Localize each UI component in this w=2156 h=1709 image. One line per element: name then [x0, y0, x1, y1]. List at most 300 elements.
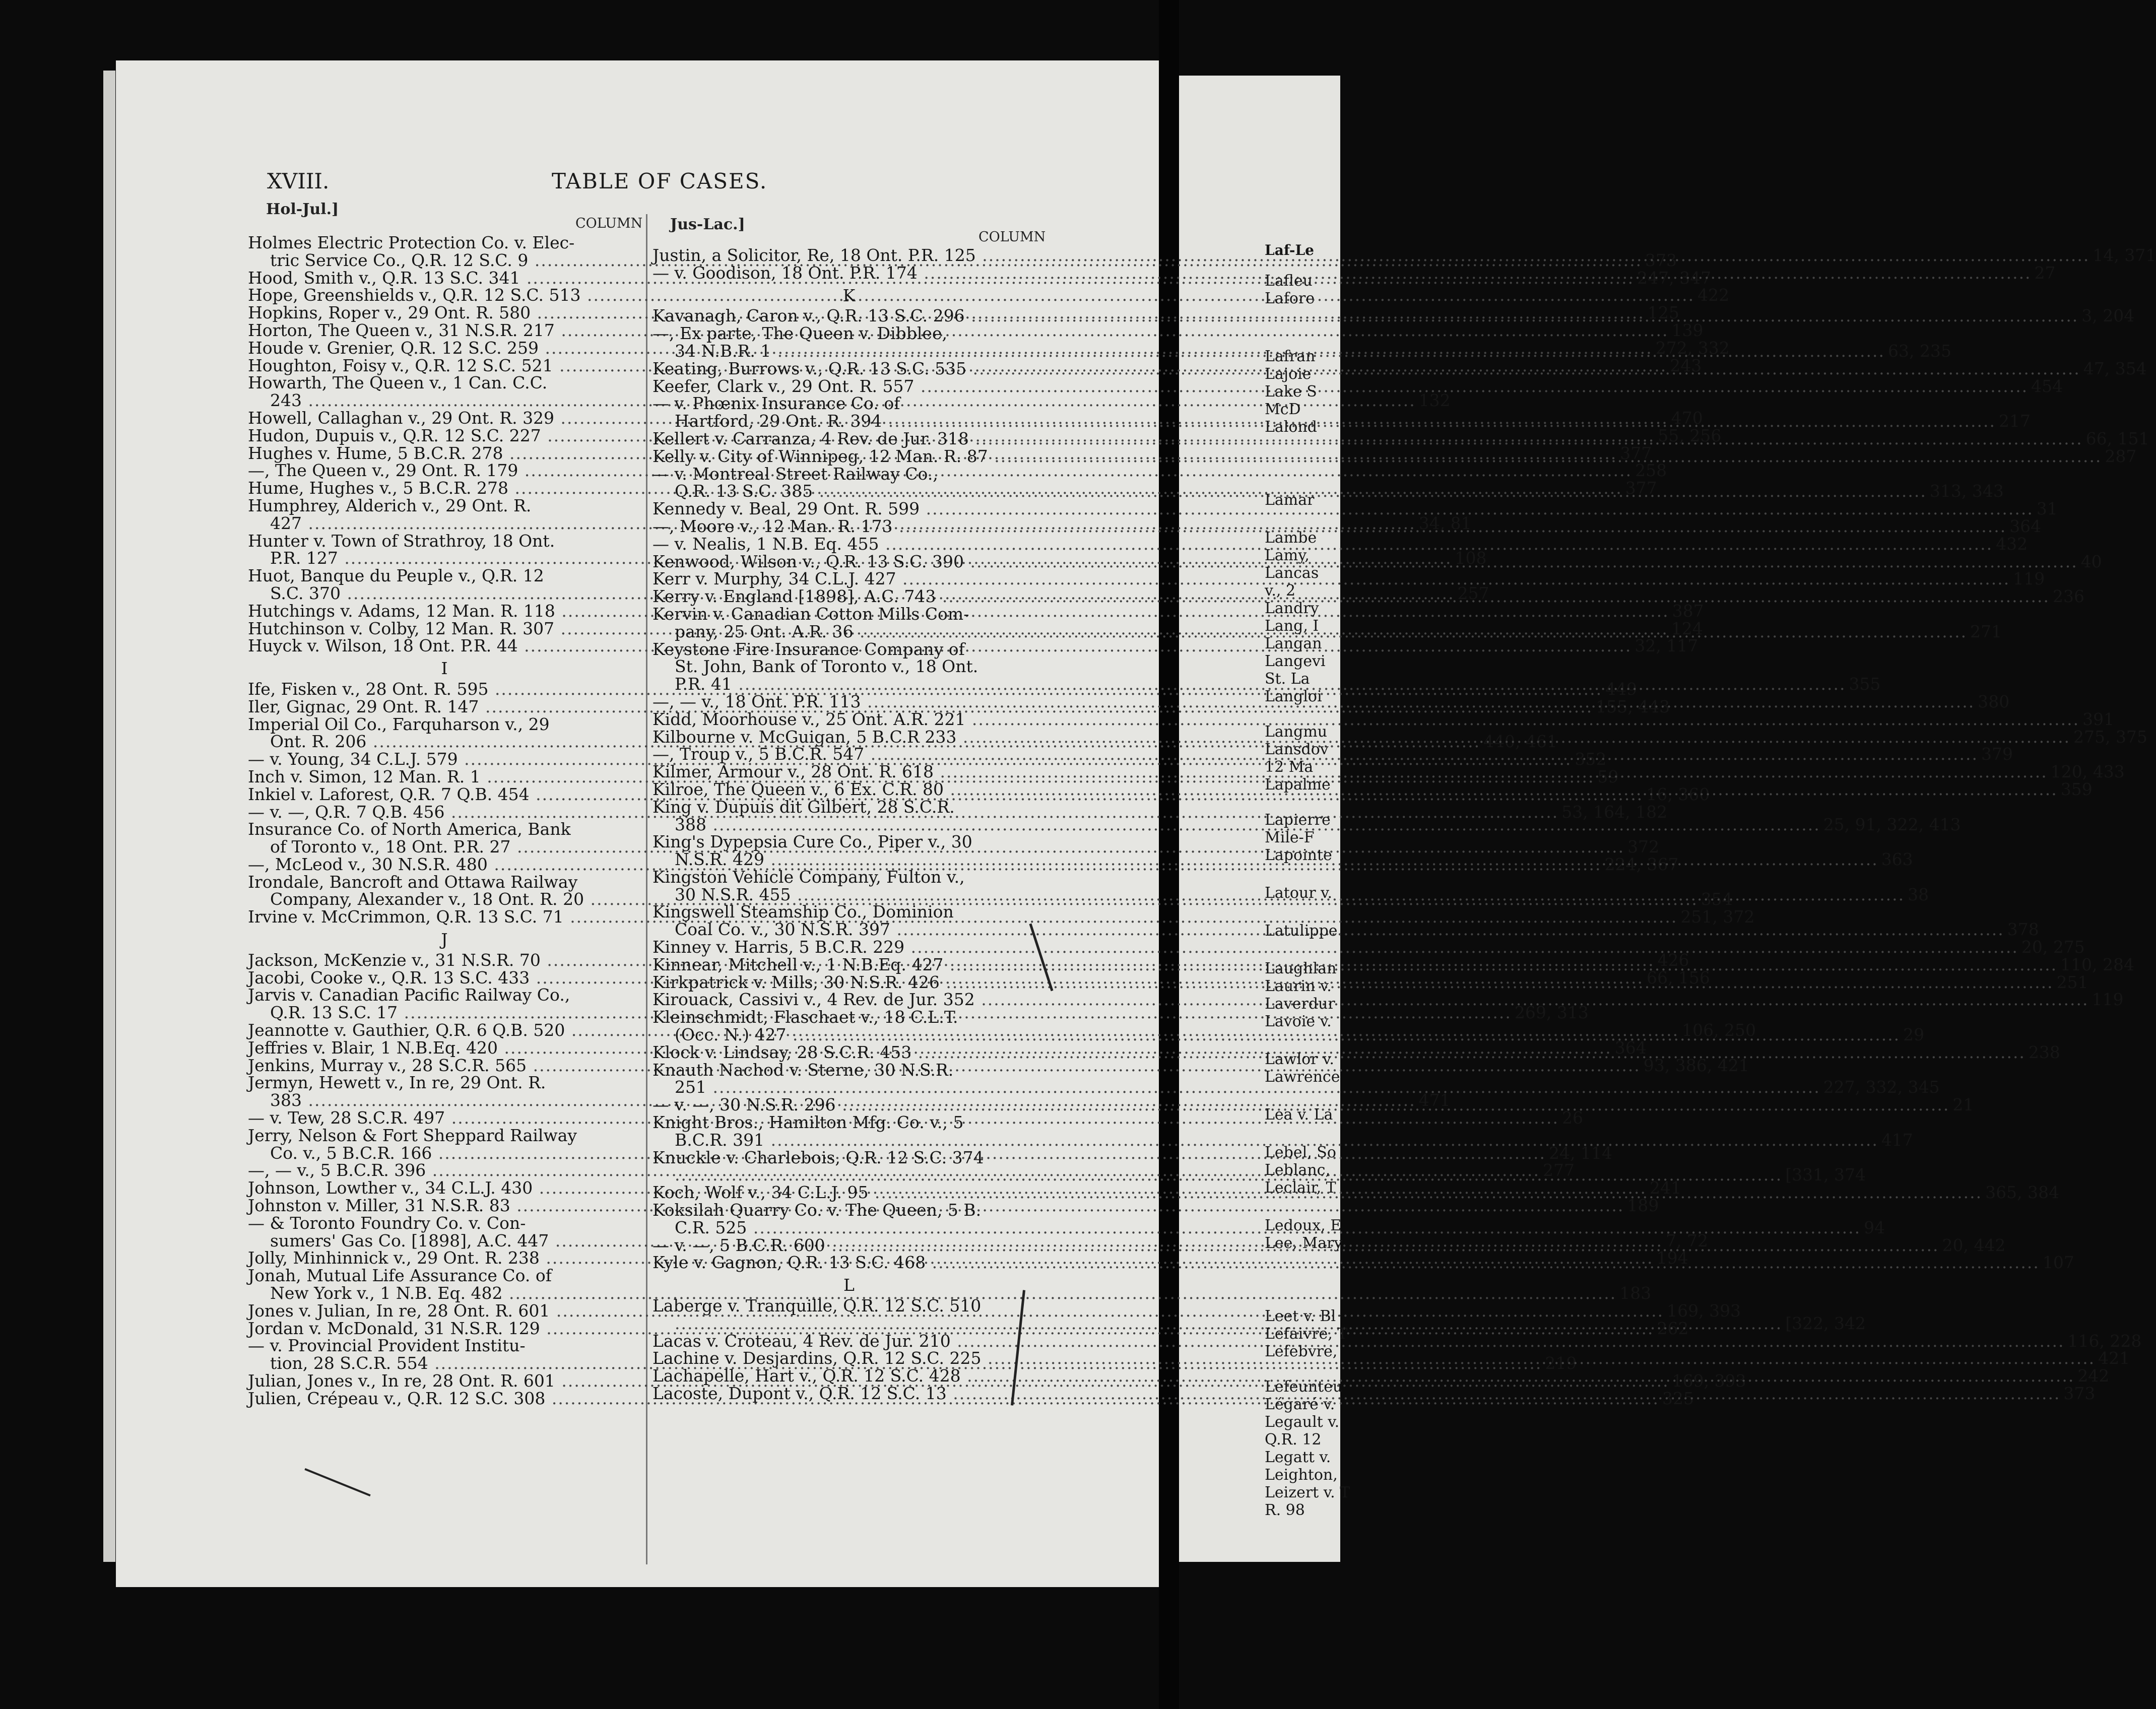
- case-text: 243 .....: [270, 392, 1416, 410]
- column-reference: 364: [1614, 1037, 1647, 1058]
- case-text: Humphrey, Alderich v., 29 Ont. R.: [248, 495, 532, 515]
- case-text: Q.R. 13 S.C. 385 .....: [675, 483, 1927, 500]
- case-text: Inch v. Simon, 12 Man. R. 1 .....: [248, 768, 1594, 786]
- case-text: — v. Tew, 28 S.C.R. 497 .....: [248, 1109, 1559, 1127]
- next-page-fragment: Laurin v.: [1265, 977, 1332, 995]
- case-entry: [652, 869, 1046, 886]
- case-entry: [248, 374, 641, 392]
- next-page-fragment: Leblanc,: [1265, 1161, 1331, 1179]
- case-entry: [248, 1215, 641, 1232]
- next-page-fragment: Lavoie v.: [1265, 1013, 1332, 1030]
- page-title: TABLE OF CASES.: [552, 169, 768, 193]
- page-edge: [103, 71, 115, 1562]
- next-page-fragment: Lee, Mary: [1265, 1234, 1343, 1252]
- case-text: Jonah, Mutual Life Assurance Co. of: [248, 1266, 552, 1286]
- case-text: Lachapelle, Hart v., Q.R. 12 S.C. 428 .....: [652, 1367, 2074, 1385]
- case-text: Jeffries v. Blair, 1 N.B.Eq. 420 .....: [248, 1039, 1612, 1057]
- column-reference: 66, 151: [2085, 428, 2149, 448]
- right-range-label: Jus-Lac.]: [670, 216, 745, 233]
- column-reference: 59: [1597, 766, 1619, 786]
- next-page-fragment: Mile-F: [1265, 829, 1315, 846]
- case-text: Julien, Crépeau v., Q.R. 12 S.C. 308 .....: [248, 1390, 1659, 1408]
- column-reference: 31: [2036, 499, 2058, 519]
- case-text: Jones v. Julian, In re, 28 Ont. R. 601 .....: [248, 1302, 1664, 1320]
- case-text: Hudon, Dupuis v., Q.R. 12 S.C. 227 .....: [248, 427, 1655, 445]
- next-page-fragment: Langevi: [1265, 652, 1326, 670]
- column-reference: 124: [1671, 618, 1703, 638]
- case-text: Kilmer, Armour v., 28 Ont. R. 618 .....: [652, 763, 2048, 781]
- case-text: Kenwood, Wilson v., Q.R. 13 S.C. 390 .....: [652, 553, 2078, 571]
- next-page-fragment: Lalond: [1265, 418, 1317, 436]
- column-reference: 359: [2060, 779, 2093, 799]
- column-reference: [638, 1127, 641, 1145]
- case-text: — v. —, 5 B.C.R. 600 .....: [652, 1237, 1939, 1255]
- next-page-fragment: Q.R. 12: [1265, 1431, 1322, 1449]
- case-text: Kinnear, Mitchell v., 1 N.B.Eq. 427 .....: [652, 956, 2057, 974]
- case-text: Irondale, Bancroft and Ottawa Railway: [248, 872, 578, 892]
- right-column-label: COLUMN: [978, 229, 1046, 245]
- case-text: Kirouack, Cassivi v., 4 Rev. de Jur. 352 .....: [652, 991, 2088, 1009]
- column-reference: [1042, 1202, 1046, 1219]
- column-reference: [638, 533, 641, 550]
- column-reference: 47, 354: [2083, 358, 2147, 378]
- case-text: [675, 1315, 1782, 1333]
- column-reference: 26: [1561, 1108, 1583, 1128]
- case-text: Kidd, Moorhouse v., 25 Ont. A.R. 221 .....: [652, 711, 2079, 729]
- case-entry: [652, 606, 1046, 623]
- section-letter: I: [441, 659, 448, 679]
- case-text: Horton, The Queen v., 31 N.S.R. 217 .....: [248, 322, 1669, 340]
- section-letter: L: [843, 1275, 855, 1295]
- case-text: Jerry, Nelson & Fort Sheppard Railway: [248, 1125, 577, 1145]
- case-text: P.R. 41 .....: [675, 676, 1846, 693]
- case-text: — v. —, 30 N.S.R. 296 .....: [652, 1096, 1949, 1114]
- column-reference: 24, 114: [1549, 1143, 1612, 1163]
- column-reference: 169, 393: [1672, 1371, 1746, 1391]
- case-entry: [652, 1297, 1046, 1315]
- case-text: — v. Provincial Provident Institu-: [248, 1336, 526, 1356]
- next-page-fragment: Lefebvre,: [1265, 1343, 1338, 1360]
- next-page-header: Laf-Le: [1265, 242, 1314, 258]
- case-text: —, Ex parte, The Queen v. Dibblee,: [652, 323, 947, 344]
- case-entry: [652, 1130, 1913, 1150]
- column-reference: [638, 1337, 641, 1355]
- column-reference: 25, 91, 322, 413: [1823, 814, 1961, 834]
- case-text: —, The Queen v., 29 Ont. R. 179 .....: [248, 462, 1632, 480]
- case-text: Co. v., 5 B.C.R. 166 .....: [270, 1145, 1546, 1162]
- case-text: —, — v., 18 Ont. P.R. 113 .....: [652, 693, 1975, 711]
- column-reference: 313, 343: [1929, 481, 2004, 501]
- case-text: Jolly, Minhinnick v., 29 Ont. R. 238 .....: [248, 1250, 1654, 1267]
- next-page-fragment: R. 98: [1265, 1501, 1305, 1519]
- case-text: 30 N.S.R. 455 .....: [675, 886, 1905, 904]
- column-reference: [638, 987, 641, 1004]
- case-entry: [652, 1114, 1046, 1132]
- next-page-fragment: Lake S: [1265, 383, 1317, 401]
- column-reference: 194: [1656, 1248, 1688, 1268]
- column-reference: [1042, 1149, 1046, 1167]
- column-reference: [1042, 395, 1046, 413]
- column-reference: 169, 393: [1667, 1300, 1741, 1321]
- column-reference: 7, 72: [1666, 1230, 1708, 1251]
- column-reference: 20, 275: [2021, 937, 2085, 957]
- case-text: [675, 1166, 1782, 1184]
- left-range-label: Hol-Jul.]: [266, 201, 339, 218]
- case-entry: [652, 658, 1046, 676]
- case-text: Knauth Nachod v. Sterne, 30 N.S.R.: [652, 1060, 954, 1080]
- case-text: Iler, Gignac, 29 Ont. R. 147 .....: [248, 698, 1593, 716]
- column-reference: 454: [2031, 376, 2063, 396]
- column-reference: 32, 117: [1635, 636, 1698, 656]
- case-text: Inkiel v. Laforest, Q.R. 7 Q.B. 454 .....: [248, 786, 1643, 804]
- column-reference: 449: [1605, 679, 1638, 699]
- next-page-fragment: Landry: [1265, 600, 1319, 617]
- column-reference: 426: [1657, 950, 1689, 970]
- column-reference: [638, 567, 641, 585]
- column-reference: 365, 384: [1985, 1182, 2060, 1203]
- column-reference: 391: [2082, 709, 2115, 729]
- next-page-fragment: Lea v. La: [1265, 1106, 1333, 1124]
- column-reference: 108: [1455, 548, 1487, 568]
- case-entry: [248, 497, 641, 515]
- case-text: Houde v. Grenier, Q.R. 12 S.C. 259 .....: [248, 340, 1653, 357]
- case-text: 251 .....: [675, 1079, 1820, 1096]
- next-page-fragment: Lamar: [1265, 491, 1315, 509]
- next-page-fragment: Lebel, So: [1265, 1144, 1336, 1161]
- column-reference: [638, 234, 641, 252]
- column-reference: [638, 497, 641, 515]
- column-reference: [638, 1267, 641, 1285]
- column-reference: 238: [2028, 1042, 2060, 1062]
- case-entry: [248, 1283, 1652, 1303]
- column-reference: 352: [1575, 749, 1607, 769]
- column-reference: 107: [2042, 1253, 2074, 1273]
- case-text: Laberge v. Tranquille, Q.R. 12 S.C. 510: [652, 1296, 982, 1316]
- next-page-fragment: Légaré v.: [1265, 1396, 1335, 1413]
- case-entry: [248, 533, 641, 550]
- column-reference: 40: [2080, 551, 2102, 571]
- case-text: — v. Young, 34 C.L.J. 579 .....: [248, 751, 1572, 768]
- next-page-fragment: Leclair, T: [1265, 1179, 1336, 1197]
- case-text: Jeannotte v. Gauthier, Q.R. 6 Q.B. 520 .....: [248, 1022, 1679, 1039]
- column-reference: 432: [1996, 534, 2028, 554]
- case-text: Kilbourne v. McGuigan, 5 B.C.R 233 .....: [652, 729, 2070, 746]
- column-reference: 241: [1649, 1178, 1681, 1198]
- column-reference: 155, 443: [1596, 696, 1670, 716]
- next-page-fragment: Leet v. Bl: [1265, 1307, 1336, 1325]
- column-reference: 53, 164, 182: [1561, 802, 1668, 822]
- case-text: Keating, Burrows v., Q.R. 13 S.C. 535 .....: [652, 360, 2080, 378]
- column-reference: [638, 1215, 641, 1232]
- column-reference: 364: [2009, 516, 2042, 536]
- case-text: Keystone Fire Insurance Company of: [652, 639, 965, 659]
- case-entry: [652, 903, 1046, 921]
- case-text: Hutchinson v. Colby, 12 Man. R. 307 .....: [248, 620, 1668, 638]
- column-reference: 373: [1645, 250, 1677, 270]
- column-reference: 440, 461: [1483, 732, 1558, 752]
- column-reference: 116, 228: [2067, 1331, 2142, 1351]
- column-reference: 257: [1457, 583, 1489, 603]
- column-reference: 251: [2056, 972, 2088, 992]
- column-reference: 421: [2098, 1348, 2130, 1368]
- next-page-fragment: Lapierre: [1265, 811, 1331, 829]
- next-page-fragment: Lefeunteu: [1265, 1378, 1343, 1396]
- column-reference: 119: [2092, 990, 2124, 1010]
- column-reference: [1042, 1114, 1046, 1132]
- column-reference: 16, 360: [1646, 784, 1710, 804]
- case-entry: [652, 709, 2115, 729]
- column-reference: [1042, 466, 1046, 483]
- column-reference: 106, 250: [1682, 1020, 1756, 1040]
- case-text: Knuckle v. Charlebois, Q.R. 12 S.C. 374: [652, 1147, 984, 1167]
- case-entry: [652, 833, 1046, 851]
- case-entry: [652, 466, 1046, 483]
- case-entry: [248, 567, 641, 585]
- column-reference: [322, 342: [1785, 1313, 1866, 1333]
- next-page-fragment: Lapalme: [1265, 776, 1331, 794]
- case-text: Kilroe, The Queen v., 6 Ex. C.R. 80 .....: [652, 781, 2058, 799]
- case-text: Hutchings v. Adams, 12 Man. R. 118 .....: [248, 603, 1669, 620]
- case-text: New York v., 1 N.B. Eq. 482 .....: [270, 1285, 1616, 1302]
- column-reference: 224, 367: [1604, 854, 1679, 874]
- next-page-fragment: Lambe: [1265, 529, 1317, 547]
- case-text: Company, Alexander v., 18 Ont. R. 20 .....: [270, 891, 1698, 908]
- column-reference: 373: [2063, 1384, 2096, 1403]
- case-entry: [248, 234, 641, 252]
- case-text: P.R. 127 .....: [270, 550, 1452, 567]
- next-page-fragment: Leighton,: [1265, 1466, 1338, 1484]
- next-page-fragment: Legault v.: [1265, 1413, 1340, 1431]
- column-reference: 242: [2077, 1366, 2110, 1386]
- case-entry: [652, 1009, 1046, 1026]
- left-column-label: COLUMN: [575, 216, 643, 231]
- case-text: Koch, Wolf v., 34 C.L.J. 95 .....: [652, 1184, 1982, 1202]
- case-text: Justin, a Solicitor, Re, 18 Ont. P.R. 125 .....: [652, 247, 2089, 265]
- column-reference: 110, 284: [2060, 954, 2135, 974]
- case-text: Julian, Jones v., In re, 28 Ont. R. 601 .....: [248, 1372, 1669, 1390]
- case-entry: [652, 641, 1046, 659]
- column-reference: [638, 374, 641, 392]
- column-reference: 119: [2013, 569, 2045, 589]
- next-page-fragment: Langloi: [1265, 688, 1322, 705]
- case-text: — v. Goodison, 18 Ont. P.R. 174 .....: [652, 265, 2032, 282]
- case-text: C.R. 525 .....: [675, 1219, 1861, 1237]
- case-text: Kinney v. Harris, 5 B.C.R. 229 .....: [652, 939, 2018, 956]
- column-reference: 55, 256: [1658, 425, 1722, 445]
- column-reference: 63, 235: [1887, 341, 1951, 361]
- case-text: Hope, Greenshields v., Q.R. 12 S.C. 513 .....: [248, 287, 1694, 304]
- case-text: Kavanagh, Caron v., Q.R. 13 S.C. 296 .....: [652, 307, 2078, 325]
- next-page-fragment: Laughlan: [1265, 960, 1337, 977]
- case-text: B.C.R. 391 .....: [675, 1132, 1878, 1149]
- case-text: Houghton, Foisy v., Q.R. 12 S.C. 521 .....: [248, 357, 1667, 375]
- column-reference: 470: [1671, 408, 1703, 428]
- column-reference: 271: [1970, 621, 2002, 641]
- case-text: Jordan v. McDonald, 31 N.S.R. 129 .....: [248, 1320, 1654, 1338]
- next-page-fragment: Latulippe: [1265, 922, 1338, 940]
- column-reference: 325: [1662, 1388, 1694, 1408]
- case-text: Jacobi, Cooke v., Q.R. 13 S.C. 433 .....: [248, 969, 1644, 987]
- case-text: Hartford, 29 Ont. R. 394 .....: [675, 413, 1996, 430]
- next-page-fragment: Lafore: [1265, 290, 1315, 307]
- column-reference: 217: [1998, 411, 2031, 431]
- column-reference: 3, 204: [2081, 306, 2135, 326]
- case-text: Howell, Callaghan v., 29 Ont. R. 329 .....: [248, 410, 1668, 427]
- case-text: Kleinschmidt, Flaschaet v., 18 C.L.T.: [652, 1007, 958, 1027]
- column-reference: 251, 372: [1680, 907, 1755, 927]
- column-reference: 272, 332: [1655, 338, 1730, 358]
- case-entry: [248, 821, 641, 838]
- case-text: Coal Co. v., 30 N.S.R. 397 .....: [675, 921, 2004, 939]
- case-text: Hume, Hughes v., 5 B.C.R. 278 .....: [248, 480, 1622, 497]
- case-text: —, Troup v., 5 B.C.R. 547 .....: [652, 746, 1978, 763]
- column-reference: 125: [1647, 303, 1679, 323]
- column-reference: 93, 386, 421: [1643, 1055, 1749, 1075]
- column-reference: 379: [1981, 744, 2013, 764]
- column-reference: [638, 821, 641, 838]
- case-entry: [248, 716, 641, 734]
- column-reference: 236: [2053, 586, 2085, 607]
- case-text: — v. Nealis, 1 N.B. Eq. 455 .....: [652, 536, 1993, 553]
- case-text: Hunter v. Town of Strathroy, 18 Ont.: [248, 531, 555, 551]
- column-reference: [1042, 903, 1046, 921]
- column-reference: 380: [1978, 691, 2010, 711]
- column-reference: [1042, 658, 1046, 676]
- case-text: N.S.R. 429 .....: [675, 851, 1878, 869]
- case-text: King v. Dupuis dit Gilbert, 28 S.C.R.: [652, 797, 955, 817]
- next-page-fragment: Langmu: [1265, 723, 1328, 741]
- case-text: Knight Bros., Hamilton Mfg. Co. v., 5: [652, 1112, 964, 1133]
- column-reference: 417: [1881, 1130, 1913, 1150]
- case-entry: [652, 1149, 1046, 1167]
- case-text: Kingswell Steamship Co., Dominion: [652, 902, 954, 922]
- column-reference: 29: [1903, 1025, 1925, 1045]
- case-entry: [652, 1202, 1046, 1219]
- case-text: — v. Montreal Street Railway Co.,: [652, 464, 938, 484]
- case-text: Kerry v. England [1898], A.C. 743 .....: [652, 588, 2050, 606]
- case-text: — & Toronto Foundry Co. v. Con-: [248, 1213, 526, 1233]
- column-reference: 355: [1849, 674, 1881, 694]
- case-text: Ife, Fisken v., 28 Ont. R. 595 .....: [248, 681, 1602, 698]
- case-text: — v. —, Q.R. 7 Q.B. 456 .....: [248, 804, 1558, 821]
- case-entry: [652, 799, 1046, 816]
- case-text: Keefer, Clark v., 29 Ont. R. 557 .....: [652, 378, 2028, 396]
- column-reference: 377: [1625, 478, 1657, 498]
- case-entry: [248, 1337, 641, 1355]
- column-reference: 94: [1864, 1217, 1885, 1237]
- case-text: Jermyn, Hewett v., In re, 29 Ont. R.: [248, 1073, 546, 1093]
- case-text: Johnson, Lowther v., 34 C.L.J. 430 .....: [248, 1179, 1647, 1197]
- next-page-fragment: Laverdur: [1265, 995, 1335, 1013]
- case-text: Ont. R. 206 .....: [270, 733, 1480, 751]
- case-text: Lacoste, Dupont v., Q.R. 12 S.C. 13 .....: [652, 1385, 2060, 1403]
- column-reference: 21: [1952, 1095, 1974, 1115]
- column-reference: 189: [1627, 1196, 1659, 1216]
- case-entry: [652, 325, 1046, 343]
- next-page-fragment: Lefaivre, T: [1265, 1325, 1348, 1343]
- case-text: Hood, Smith v., Q.R. 13 S.C. 341 .....: [248, 270, 1634, 287]
- column-reference: 247, 347: [1637, 268, 1712, 288]
- case-text: (Occ. N.) 427 .....: [675, 1026, 1900, 1044]
- case-text: Kervin v. Canadian Cotton Mills Com-: [652, 604, 969, 624]
- case-text: Kirkpatrick v. Mills, 30 N.S.R. 426 .....: [652, 974, 2054, 992]
- case-entry: [248, 874, 641, 891]
- case-text: tion, 28 S.C.R. 554 .....: [270, 1355, 1542, 1372]
- column-reference: 354: [1701, 889, 1733, 909]
- column-reference: 38: [1908, 884, 1929, 904]
- case-text: 388 .....: [675, 816, 1820, 834]
- case-text: —, McLeod v., 30 N.S.R. 480 .....: [248, 856, 1602, 874]
- column-reference: 378: [2007, 919, 2039, 940]
- next-page-fragment: Langan: [1265, 635, 1322, 652]
- case-entry: [652, 937, 2085, 957]
- column-reference: 20, 442: [1942, 1235, 2006, 1255]
- case-text: Jenkins, Murray v., 28 S.C.R. 565 .....: [248, 1057, 1641, 1075]
- next-page-fragment: McD: [1265, 401, 1301, 418]
- case-text: Klock v. Lindsay, 28 S.C.R. 453 .....: [652, 1044, 2026, 1062]
- column-reference: 34, 81: [1418, 513, 1472, 533]
- column-reference: [1042, 606, 1046, 623]
- next-page-fragment: Lajoie: [1265, 365, 1312, 383]
- next-page-fragment: Lafleu: [1265, 272, 1313, 290]
- case-entry: [652, 1062, 1046, 1079]
- column-reference: 14, 371: [2093, 245, 2156, 265]
- case-text: Howarth, The Queen v., 1 Can. C.C.: [248, 373, 548, 393]
- column-reference: 363: [1881, 849, 1913, 870]
- next-page-fragment: Lamy,: [1265, 547, 1310, 564]
- column-reference: 120, 433: [2050, 762, 2125, 782]
- column-reference: 132: [1418, 390, 1451, 411]
- column-reference: 183: [1619, 1283, 1652, 1303]
- case-text: tric Service Co., Q.R. 12 S.C. 9 .....: [270, 252, 1642, 270]
- next-page-fragment: 12 Ma: [1265, 758, 1314, 776]
- column-reference: [1042, 833, 1046, 851]
- column-reference: [638, 874, 641, 891]
- case-text: — v. Phœnix Insurance Co. of: [652, 393, 900, 414]
- case-text: Imperial Oil Co., Farquharson v., 29: [248, 714, 550, 734]
- column-reference: 377: [1620, 443, 1652, 463]
- next-page-fragment: v., 2: [1265, 582, 1296, 600]
- case-text: Kyle v. Gagnon, Q.R. 13 S.C. 468 .....: [652, 1254, 2040, 1272]
- column-reference: 277: [1542, 1160, 1575, 1180]
- case-text: —, Moore v., 12 Man. R. 173 .....: [652, 518, 2006, 536]
- next-page-fragment: St. La: [1265, 670, 1310, 688]
- next-page-fragment: Latour v.: [1265, 884, 1333, 902]
- case-text: 383 .....: [270, 1092, 1416, 1109]
- column-reference: [1042, 1062, 1046, 1079]
- case-text: Huyck v. Wilson, 18 Ont. P.R. 44 .....: [248, 637, 1631, 655]
- case-text: King's Dypepsia Cure Co., Piper v., 30: [652, 832, 972, 852]
- case-text: pany, 25 Ont. A.R. 36 .....: [675, 623, 1967, 641]
- page-number: XVIII.: [267, 169, 330, 193]
- case-text: Q.R. 13 S.C. 17 .....: [270, 1004, 1512, 1022]
- case-text: Holmes Electric Protection Co. v. Elec-: [248, 233, 575, 252]
- column-reference: 227, 332, 345: [1823, 1077, 1940, 1097]
- case-text: Jarvis v. Canadian Pacific Railway Co.,: [248, 985, 570, 1005]
- column-reference: 66, 156: [1646, 967, 1710, 988]
- case-text: Irvine v. McCrimmon, Q.R. 13 S.C. 71 .....: [248, 908, 1677, 926]
- column-reference: 275, 375: [2073, 727, 2147, 747]
- next-page-fragment: Leizert v. T: [1265, 1484, 1350, 1501]
- column-reference: [1042, 1297, 1046, 1315]
- column-reference: [1042, 641, 1046, 659]
- column-reference: 262: [1657, 1318, 1689, 1338]
- column-reference: [1042, 1009, 1046, 1026]
- case-text: Kennedy v. Beal, 29 Ont. R. 599 .....: [652, 500, 2034, 518]
- column-reference: 422: [1697, 285, 1730, 305]
- column-reference: 287: [2105, 446, 2137, 466]
- column-reference: [1042, 325, 1046, 343]
